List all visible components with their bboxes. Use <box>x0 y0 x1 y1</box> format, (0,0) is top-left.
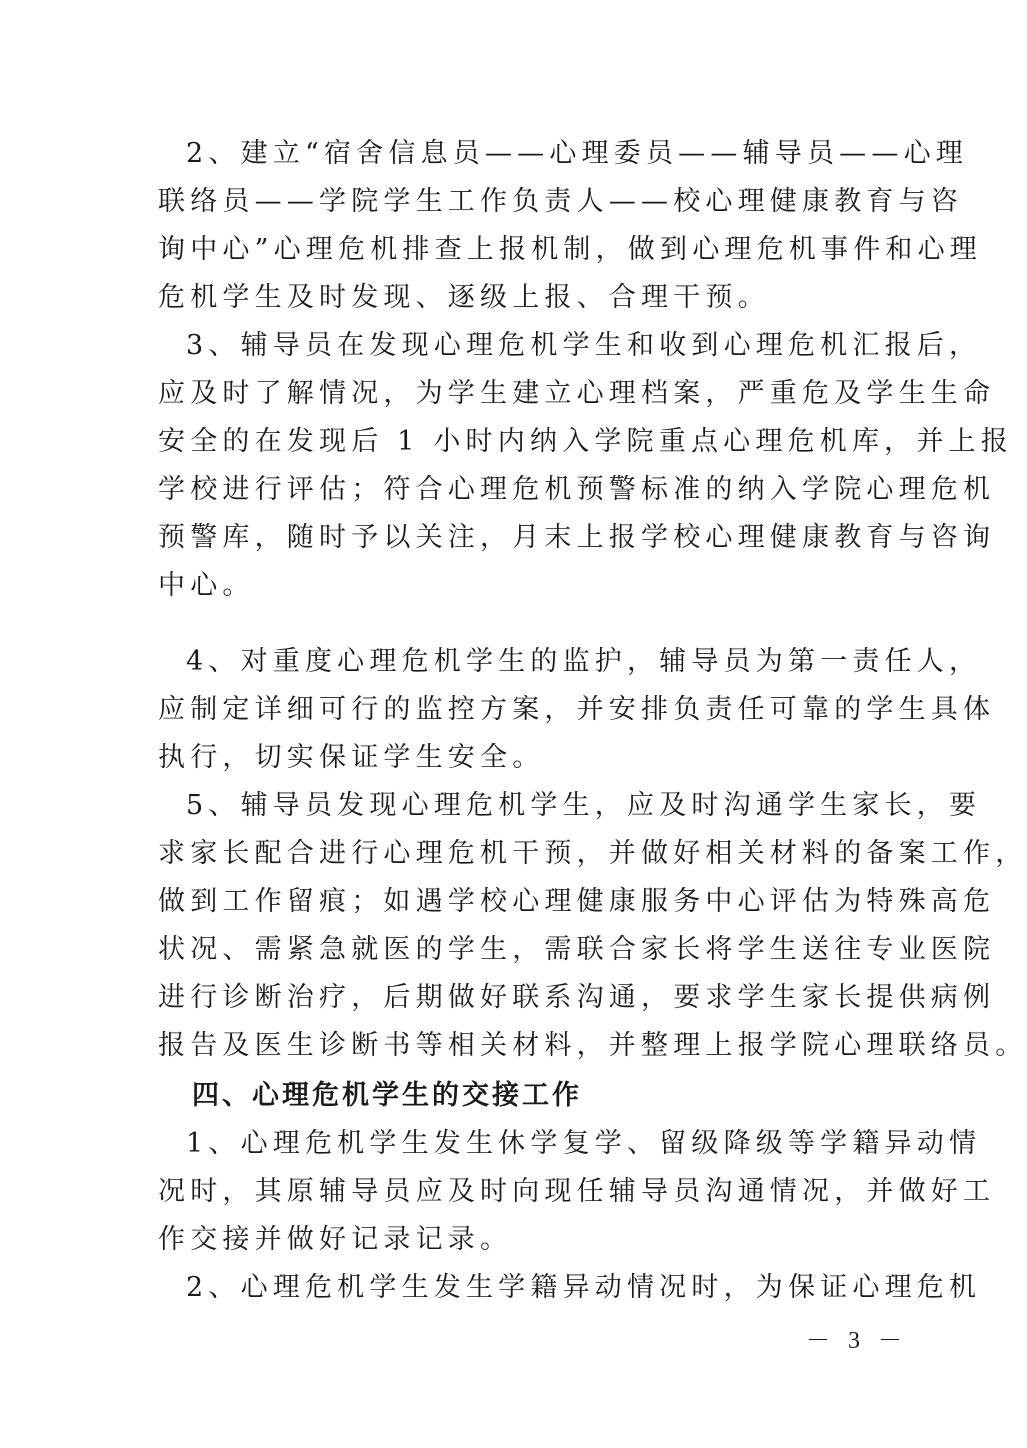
paragraph-line: 5、辅导员发现心理危机学生，应及时沟通学生家长，要 <box>186 790 982 821</box>
paragraph-line: 中心。 <box>158 570 255 601</box>
paragraph-line: 4、对重度心理危机学生的监护，辅导员为第一责任人， <box>186 646 982 677</box>
paragraph-line: 询中心”心理危机排查上报机制，做到心理危机事件和心理 <box>158 234 983 265</box>
paragraph-line: 况时，其原辅导员应及时向现任辅导员沟通情况，并做好工 <box>158 1176 996 1207</box>
paragraph-line: 应制定详细可行的监控方案，并安排负责任可靠的学生具体 <box>158 694 996 725</box>
paragraph-line: 执行，切实保证学生安全。 <box>158 742 545 773</box>
paragraph-line: 进行诊断治疗，后期做好联系沟通，要求学生家长提供病例 <box>158 982 996 1013</box>
paragraph-line: 2、建立“宿舍信息员——心理委员——辅导员——心理 <box>186 138 968 169</box>
paragraph-line: 求家长配合进行心理危机干预，并做好相关材料的备案工作， <box>158 838 1027 869</box>
paragraph-line: 应及时了解情况，为学生建立心理档案，严重危及学生生命 <box>158 378 996 409</box>
paragraph-line: 安全的在发现后 1 小时内纳入学院重点心理危机库，并上报 <box>158 426 1013 457</box>
paragraph-line: 联络员——学院学生工作负责人——校心理健康教育与咨 <box>158 186 963 217</box>
paragraph-line: 作交接并做好记录记录。 <box>158 1224 513 1255</box>
paragraph-line: 3、辅导员在发现心理危机学生和收到心理危机汇报后， <box>186 330 982 361</box>
paragraph-line: 2、心理危机学生发生学籍异动情况时，为保证心理危机 <box>186 1272 982 1303</box>
page-number: － 3 － <box>806 1328 908 1354</box>
paragraph-line: 1、心理危机学生发生休学复学、留级降级等学籍异动情 <box>186 1128 982 1159</box>
paragraph-line: 学校进行评估；符合心理危机预警标准的纳入学院心理危机 <box>158 474 996 505</box>
paragraph-line: 做到工作留痕；如遇学校心理健康服务中心评估为特殊高危 <box>158 886 996 917</box>
section-heading: 四、心理危机学生的交接工作 <box>192 1080 582 1111</box>
paragraph-line: 报告及医生诊断书等相关材料，并整理上报学院心理联络员。 <box>158 1030 1027 1061</box>
paragraph-line: 预警库，随时予以关注，月末上报学校心理健康教育与咨询 <box>158 522 996 553</box>
paragraph-line: 状况、需紧急就医的学生，需联合家长将学生送往专业医院 <box>158 934 996 965</box>
paragraph-line: 危机学生及时发现、逐级上报、合理干预。 <box>158 282 770 313</box>
